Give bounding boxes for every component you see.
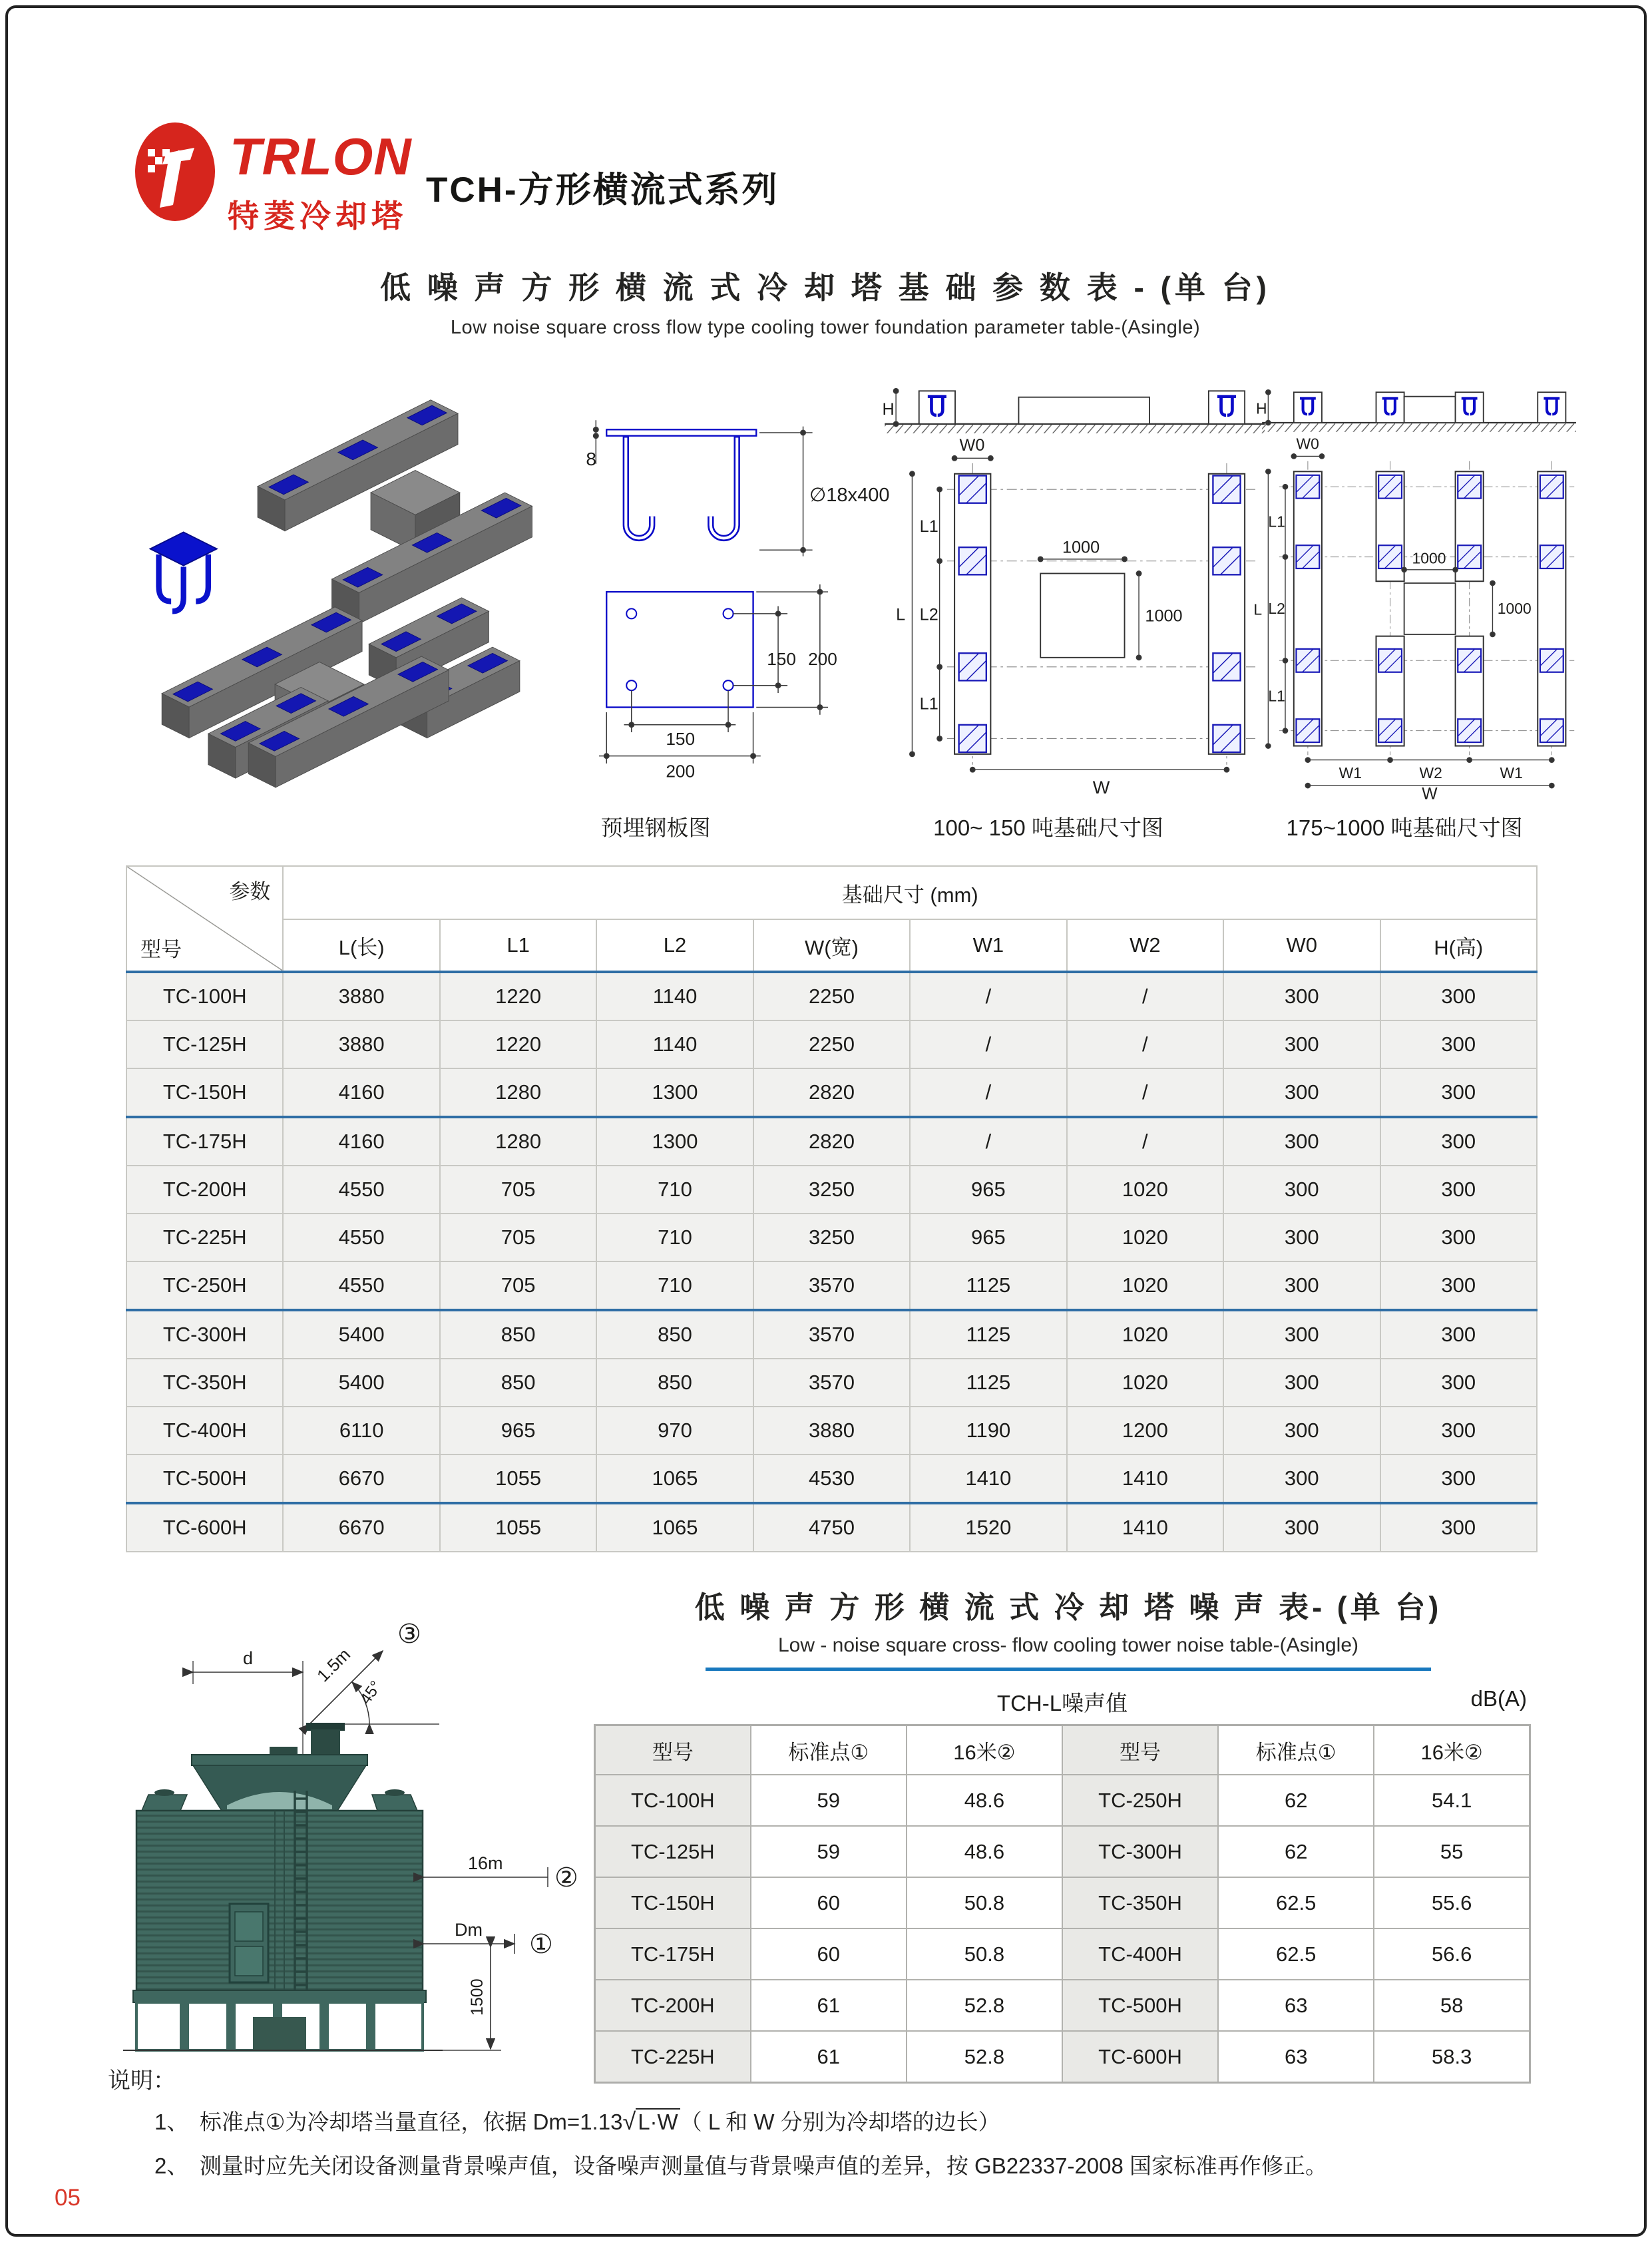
cell-value: 705: [440, 1166, 596, 1214]
cell-value: 1410: [910, 1455, 1066, 1503]
notes-heading: 说明：: [108, 2068, 176, 2094]
dim-dm: Dm: [455, 1920, 483, 1940]
table-row: [126, 1020, 1537, 1068]
cell-value: 1125: [910, 1310, 1066, 1359]
span-header-foundation-size: 基础尺寸 (mm): [283, 866, 1537, 919]
dim-1500: 1500: [468, 1978, 487, 2016]
cell-value: 55.6: [1374, 1877, 1530, 1928]
cell-value: 1140: [596, 1020, 753, 1068]
cell-value: /: [910, 1068, 1066, 1117]
cell-value: 6670: [283, 1455, 439, 1503]
cell-model: TC-225H: [126, 1214, 283, 1261]
cell-value: 300: [1380, 1407, 1538, 1455]
col-header: H(高): [1380, 919, 1538, 972]
cell-value: 1200: [1067, 1407, 1223, 1455]
cell-value: 63: [1218, 1980, 1374, 2031]
cell-value: 2250: [753, 972, 910, 1020]
cell-value: 1410: [1067, 1455, 1223, 1503]
dim-w0: W0: [959, 436, 985, 455]
cell-model: TC-600H: [126, 1503, 283, 1552]
cell-value: 63: [1218, 2031, 1374, 2083]
cell-value: 5400: [283, 1359, 439, 1407]
dim-anchor-bolt: ∅18x400: [809, 485, 890, 507]
table-row: [126, 1407, 1537, 1455]
cell-value: 1520: [910, 1503, 1066, 1552]
cell-value: 1300: [596, 1117, 753, 1166]
cell-value: 300: [1380, 1310, 1538, 1359]
cell-value: 3250: [753, 1166, 910, 1214]
cell-value: 3880: [283, 1020, 439, 1068]
cell-value: 1300: [596, 1068, 753, 1117]
cell-value: 4550: [283, 1214, 439, 1261]
cell-model: TC-175H: [126, 1117, 283, 1166]
dim-hole-spacing-v: 150: [767, 648, 796, 669]
dim-1000-top: 1000: [1062, 538, 1100, 557]
cell-value: 1125: [910, 1261, 1066, 1310]
corner-label-model: 型号: [140, 938, 182, 961]
point-2-marker: ②: [554, 1863, 578, 1893]
table-row: [126, 1359, 1537, 1407]
cell-value: 300: [1223, 1068, 1380, 1117]
cell-value: 62.5: [1218, 1928, 1374, 1980]
cell-value: /: [910, 1117, 1066, 1166]
cell-value: 1280: [440, 1068, 596, 1117]
cell-value: 3570: [753, 1310, 910, 1359]
cell-value: 1125: [910, 1359, 1066, 1407]
cell-value: 3250: [753, 1214, 910, 1261]
page-number: 05: [55, 2185, 81, 2211]
dim-h: H: [882, 399, 895, 419]
cell-value: 710: [596, 1261, 753, 1310]
cell-value: 4530: [753, 1455, 910, 1503]
cell-value: 61: [751, 2031, 907, 2083]
table-row: [595, 1980, 1530, 2031]
cell-model: TC-200H: [126, 1166, 283, 1214]
cell-value: 4750: [753, 1503, 910, 1552]
cell-value: 3880: [283, 972, 439, 1020]
col-header-standard-point: 标准点①: [1218, 1725, 1374, 1775]
cell-value: 1410: [1067, 1503, 1223, 1552]
cell-value: 62: [1218, 1775, 1374, 1826]
cell-value: 300: [1223, 1503, 1380, 1552]
cell-value: 3570: [753, 1359, 910, 1407]
cell-value: 2820: [753, 1117, 910, 1166]
cell-value: 59: [751, 1775, 907, 1826]
cell-value: 300: [1223, 1407, 1380, 1455]
cell-value: 710: [596, 1214, 753, 1261]
cell-value: 300: [1223, 1261, 1380, 1310]
cell-model: TC-100H: [126, 972, 283, 1020]
cell-value: 61: [751, 1980, 907, 2031]
col-header: L2: [596, 919, 753, 972]
dim-1-5m: 1.5m: [313, 1644, 355, 1686]
dim-w: W: [1422, 785, 1438, 803]
cell-value: 1020: [1067, 1310, 1223, 1359]
dim-plate-thickness: 8: [586, 448, 596, 469]
cell-value: /: [1067, 1020, 1223, 1068]
col-header-model: 型号: [1062, 1725, 1218, 1775]
table-row: [595, 1877, 1530, 1928]
cell-value: 705: [440, 1261, 596, 1310]
foundation-diagram-175-1000t: [1235, 365, 1597, 801]
cell-model: TC-250H: [126, 1261, 283, 1310]
cell-value: /: [910, 1020, 1066, 1068]
cell-model: TC-225H: [595, 2031, 751, 2083]
noise-table: [594, 1724, 1531, 2084]
sqrt-radicand: L·W: [636, 2108, 680, 2135]
dim-hole-spacing-h: 150: [666, 728, 696, 749]
cell-value: 1220: [440, 972, 596, 1020]
dim-plate-width: 200: [666, 761, 696, 782]
cell-value: 1020: [1067, 1166, 1223, 1214]
cell-model: TC-350H: [126, 1359, 283, 1407]
cell-value: 850: [596, 1310, 753, 1359]
noise-table-title: TCH-L噪声值: [996, 1691, 1128, 1715]
note-item-1: [154, 2105, 1000, 2136]
cell-value: 1190: [910, 1407, 1066, 1455]
cell-value: 6110: [283, 1407, 439, 1455]
table-row: [126, 1068, 1537, 1117]
cell-value: 59: [751, 1826, 907, 1877]
anchor-plate-icon: [150, 532, 217, 611]
cell-value: 300: [1380, 1359, 1538, 1407]
cell-value: 1280: [440, 1117, 596, 1166]
cell-value: 300: [1223, 1117, 1380, 1166]
dim-w1a: W1: [1339, 764, 1362, 782]
noise-table-unit: dB(A): [1470, 1686, 1527, 1711]
cell-value: 52.8: [907, 1980, 1062, 2031]
dim-1000-right: 1000: [1497, 599, 1532, 617]
cell-value: 1055: [440, 1455, 596, 1503]
corner-cell: [126, 866, 283, 972]
corner-label-parameter: 参数: [229, 880, 271, 903]
cell-value: 300: [1223, 1310, 1380, 1359]
cell-value: 60: [751, 1928, 907, 1980]
caption-175-1000t: 175~1000 吨基础尺寸图: [1286, 815, 1523, 840]
dim-l1b: L1: [919, 694, 938, 714]
dim-16m: 16m: [468, 1853, 503, 1873]
section2-title-en: Low - noise square cross- flow cooling tower noise table-(Asingle): [777, 1634, 1359, 1656]
cell-value: 300: [1223, 1359, 1380, 1407]
col-header: W(宽): [753, 919, 910, 972]
table-row: [126, 1214, 1537, 1261]
brand-name-chinese: 特菱冷却塔: [228, 198, 407, 234]
cell-value: 62: [1218, 1826, 1374, 1877]
point-1-marker: ①: [529, 1930, 553, 1959]
cell-value: 850: [440, 1359, 596, 1407]
cell-model: TC-175H: [595, 1928, 751, 1980]
cell-value: 300: [1223, 972, 1380, 1020]
point-3-marker: ③: [397, 1620, 421, 1649]
cell-value: 2820: [753, 1068, 910, 1117]
section1-title-block: [193, 264, 1458, 339]
col-header-16m: 16米②: [907, 1725, 1062, 1775]
section2-title-cn: 低 噪 声 方 形 横 流 式 冷 却 塔 噪 声 表- (单 台): [694, 1590, 1442, 1624]
cell-value: /: [910, 972, 1066, 1020]
cell-value: 300: [1223, 1166, 1380, 1214]
table-row: [126, 1310, 1537, 1359]
cell-value: 850: [440, 1310, 596, 1359]
cell-model: TC-300H: [1062, 1826, 1218, 1877]
section2-title-block: [599, 1583, 1538, 1671]
cell-value: 965: [910, 1166, 1066, 1214]
dim-d: d: [243, 1648, 254, 1668]
cell-value: 48.6: [907, 1826, 1062, 1877]
cell-model: TC-125H: [595, 1826, 751, 1877]
cell-value: 4550: [283, 1261, 439, 1310]
dim-w2: W2: [1419, 764, 1442, 782]
cell-value: 965: [440, 1407, 596, 1455]
cell-value: 1065: [596, 1455, 753, 1503]
table-row: [126, 1455, 1537, 1503]
col-header: W0: [1223, 919, 1380, 972]
cell-value: 58.3: [1374, 2031, 1530, 2083]
cell-value: 300: [1380, 1117, 1538, 1166]
cell-value: 300: [1380, 972, 1538, 1020]
table-row: [126, 1261, 1537, 1310]
section1-title-en: Low noise square cross flow type cooling tower foundation parameter table-(Asingle): [450, 317, 1201, 338]
cell-value: 55: [1374, 1826, 1530, 1877]
dim-l1a: L1: [919, 517, 938, 536]
cell-model: TC-150H: [126, 1068, 283, 1117]
foundation-table: [126, 865, 1538, 1552]
cell-model: TC-250H: [1062, 1775, 1218, 1826]
cell-value: 300: [1223, 1455, 1380, 1503]
cell-value: 300: [1380, 1455, 1538, 1503]
cell-value: 60: [751, 1877, 907, 1928]
embedded-steel-plate-drawing: [562, 383, 890, 782]
cell-model: TC-400H: [1062, 1928, 1218, 1980]
table-row: [126, 1117, 1537, 1166]
col-header: W2: [1067, 919, 1223, 972]
cell-value: /: [1067, 972, 1223, 1020]
table-row: [126, 1166, 1537, 1214]
dim-1000-top: 1000: [1412, 549, 1446, 567]
table-row: [595, 1928, 1530, 1980]
cell-value: 3880: [753, 1407, 910, 1455]
cell-value: 300: [1380, 1214, 1538, 1261]
dim-plate-height: 200: [808, 648, 837, 669]
col-header-standard-point: 标准点①: [751, 1725, 907, 1775]
cell-model: TC-500H: [1062, 1980, 1218, 2031]
noise-table-header-row: [594, 1686, 1531, 1718]
col-header: L(长): [283, 919, 439, 972]
cell-model: TC-150H: [595, 1877, 751, 1928]
table-row: [126, 1503, 1537, 1552]
cell-value: 1220: [440, 1020, 596, 1068]
cell-model: TC-400H: [126, 1407, 283, 1455]
dim-l: L: [896, 605, 906, 624]
cell-value: 1020: [1067, 1261, 1223, 1310]
cell-model: TC-200H: [595, 1980, 751, 2031]
cell-value: 705: [440, 1214, 596, 1261]
cell-model: TC-600H: [1062, 2031, 1218, 2083]
cell-model: TC-500H: [126, 1455, 283, 1503]
cell-value: /: [1067, 1068, 1223, 1117]
cell-value: 300: [1223, 1214, 1380, 1261]
dim-l1a: L1: [1268, 513, 1285, 531]
cell-model: TC-125H: [126, 1020, 283, 1068]
cooling-tower-figure: [70, 1591, 576, 2057]
dim-l2: L2: [919, 605, 938, 624]
brand-name: TRLON: [230, 127, 412, 186]
isometric-foundation-drawing: [87, 363, 552, 795]
cell-value: 3570: [753, 1261, 910, 1310]
cell-value: 1065: [596, 1503, 753, 1552]
cell-value: 300: [1380, 1068, 1538, 1117]
caption-steel-plate: 预埋钢板图: [600, 815, 711, 840]
cell-value: 4160: [283, 1068, 439, 1117]
cell-value: 52.8: [907, 2031, 1062, 2083]
cell-value: 300: [1380, 1166, 1538, 1214]
cell-value: 50.8: [907, 1928, 1062, 1980]
dim-l1b: L1: [1268, 687, 1285, 705]
cell-value: 970: [596, 1407, 753, 1455]
cell-value: 300: [1380, 1503, 1538, 1552]
foundation-diagram-100-150t: [845, 365, 1298, 801]
cell-value: 56.6: [1374, 1928, 1530, 1980]
col-header-model: 型号: [595, 1725, 751, 1775]
col-header-16m: 16米②: [1374, 1725, 1530, 1775]
dim-w1b: W1: [1500, 764, 1523, 782]
dim-l: L: [1253, 600, 1263, 618]
col-header: L1: [440, 919, 596, 972]
cell-model: TC-100H: [595, 1775, 751, 1826]
cell-value: 850: [596, 1359, 753, 1407]
cell-value: 54.1: [1374, 1775, 1530, 1826]
cell-value: 5400: [283, 1310, 439, 1359]
trlon-logo-icon: [133, 121, 217, 222]
cell-model: TC-300H: [126, 1310, 283, 1359]
cell-value: 300: [1223, 1020, 1380, 1068]
cell-value: 2250: [753, 1020, 910, 1068]
table-row: [595, 2031, 1530, 2083]
cell-value: 1020: [1067, 1214, 1223, 1261]
cell-model: TC-350H: [1062, 1877, 1218, 1928]
page-title: TCH-方形横流式系列: [426, 170, 779, 210]
cell-value: 300: [1380, 1261, 1538, 1310]
section1-title-cn: 低 噪 声 方 形 横 流 式 冷 却 塔 基 础 参 数 表 - (单 台): [380, 270, 1271, 305]
cell-value: 48.6: [907, 1775, 1062, 1826]
cell-value: 50.8: [907, 1877, 1062, 1928]
cell-value: 4160: [283, 1117, 439, 1166]
cell-value: 710: [596, 1166, 753, 1214]
dim-l2: L2: [1268, 599, 1285, 617]
blue-rule: [706, 1668, 1431, 1671]
dim-1000-right: 1000: [1145, 606, 1183, 626]
note1-text: 1、 标准点①为冷却塔当量直径，依据 Dm=1.13: [154, 2110, 623, 2134]
cell-value: 1020: [1067, 1359, 1223, 1407]
col-header: W1: [910, 919, 1066, 972]
dim-h: H: [1256, 399, 1267, 417]
dim-45deg: 45°: [356, 1678, 385, 1708]
dim-w: W: [1092, 776, 1110, 797]
cell-value: 62.5: [1218, 1877, 1374, 1928]
sqrt-sign: √: [622, 2108, 636, 2135]
cell-value: 6670: [283, 1503, 439, 1552]
cell-value: 1055: [440, 1503, 596, 1552]
note1-text-post: （ L 和 W 分别为冷却塔的边长）: [680, 2110, 1000, 2134]
table-row: [595, 1775, 1530, 1826]
cell-value: 4550: [283, 1166, 439, 1214]
note-item-2: 2、 测量时应先关闭设备测量背景噪声值，设备噪声测量值与背景噪声值的差异，按 GB22337-2008 国家标准再作修正。: [154, 2153, 1328, 2178]
table-row: [126, 972, 1537, 1020]
cell-value: 300: [1380, 1020, 1538, 1068]
table-row: [595, 1826, 1530, 1877]
cell-value: /: [1067, 1117, 1223, 1166]
caption-100-150t: 100~ 150 吨基础尺寸图: [933, 815, 1163, 840]
cell-value: 965: [910, 1214, 1066, 1261]
dim-w0: W0: [1296, 435, 1319, 453]
cell-value: 58: [1374, 1980, 1530, 2031]
cell-value: 1140: [596, 972, 753, 1020]
